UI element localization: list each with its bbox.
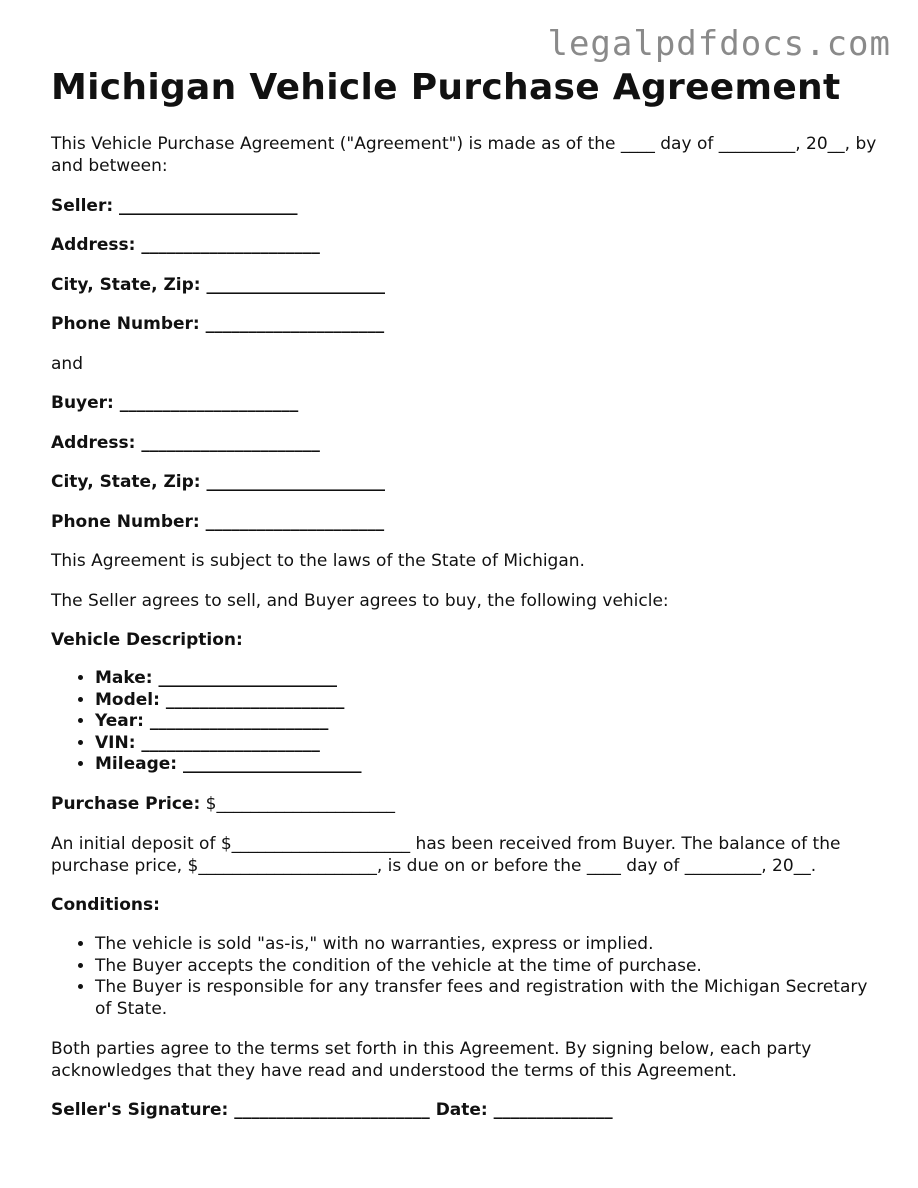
intro-paragraph: This Vehicle Purchase Agreement ("Agreement") is made as of the ____ day of _________, 20__, by and between: xyxy=(51,134,877,176)
vehicle-year-field[interactable]: • Year: _____________________ xyxy=(95,711,881,733)
purchase-price-row xyxy=(51,793,881,815)
agreement-paragraph: Both parties agree to the terms set forth in this Agreement. By signing below, each party acknowledges that they have read and understood the terms of this Agreement. xyxy=(51,1038,812,1081)
deposit-paragraph: An initial deposit of $_____________________ has been received from Buyer. The balance of the purchase price, $_____________________, is due on or before the ____ day of _________, 20__. xyxy=(51,833,841,876)
governing-law-text: This Agreement is subject to the laws of the State of Michigan. xyxy=(51,551,585,571)
seller-address-field[interactable]: Address: _____________________ xyxy=(51,235,320,255)
buyer-name-field[interactable]: Buyer: _____________________ xyxy=(51,393,299,413)
buyer-address-field[interactable]: Address: _____________________ xyxy=(51,432,320,453)
vehicle-model-field[interactable]: • Model: _____________________ xyxy=(95,690,881,712)
vehicle-description-heading: Vehicle Description: xyxy=(51,630,243,650)
buyer-phone-field[interactable]: Phone Number: _____________________ xyxy=(51,511,385,532)
signature-date-field[interactable]: Date: ______________ xyxy=(435,1100,613,1120)
purchase-price-field[interactable]: $_____________________ xyxy=(205,794,395,814)
purchase-price-label: Purchase Price: xyxy=(51,794,201,814)
conditions-heading: Conditions: xyxy=(51,895,160,915)
condition-item: • The Buyer is responsible for any transfer fees and registration with the Michigan Secretary of State. xyxy=(95,977,881,1020)
sale-statement-text: The Seller agrees to sell, and Buyer agrees to buy, the following vehicle: xyxy=(51,590,669,611)
document-page xyxy=(51,66,881,1121)
and-text: and xyxy=(51,353,83,374)
condition-item: • The Buyer accepts the condition of the vehicle at the time of purchase. xyxy=(95,956,881,978)
vehicle-make-field[interactable]: • Make: _____________________ xyxy=(95,668,881,690)
watermark: legalpdfdocs.com xyxy=(547,24,891,64)
vehicle-mileage-field[interactable]: • Mileage: _____________________ xyxy=(95,754,881,776)
condition-item: • The vehicle is sold "as-is," with no warranties, express or implied. xyxy=(95,934,881,956)
page-title: Michigan Vehicle Purchase Agreement xyxy=(51,67,841,108)
seller-phone-field[interactable]: Phone Number: _____________________ xyxy=(51,314,385,334)
vehicle-description-list xyxy=(51,668,881,776)
vehicle-vin-field[interactable]: • VIN: _____________________ xyxy=(95,733,881,755)
buyer-city-field[interactable]: City, State, Zip: _____________________ xyxy=(51,472,385,492)
signature-row xyxy=(51,1099,881,1121)
seller-name-field[interactable]: Seller: _____________________ xyxy=(51,195,298,216)
conditions-list xyxy=(51,934,881,1020)
seller-signature-field[interactable]: Seller's Signature: _______________________ xyxy=(51,1100,430,1120)
seller-city-field[interactable]: City, State, Zip: _____________________ xyxy=(51,274,385,295)
